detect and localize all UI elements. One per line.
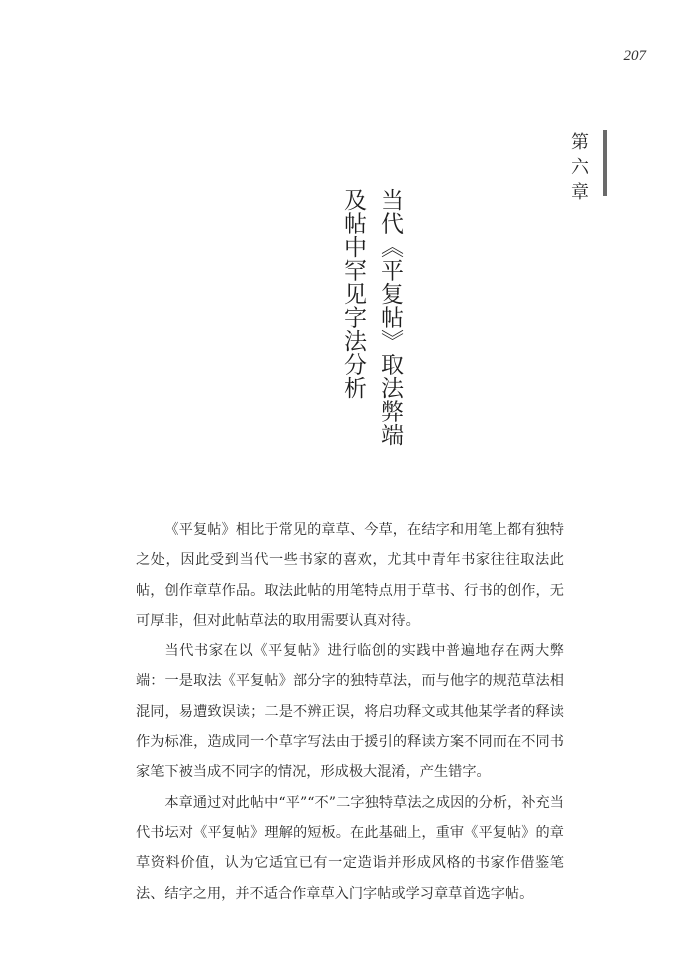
page-number: 207 xyxy=(623,48,646,64)
paragraph-1: 《平复帖》相比于常见的章草、今草，在结字和用笔上都有独特之处，因此受到当代一些书家的喜欢，尤其中青年书家往往取法此帖，创作章草作品。取法此帖的用笔特点用于草书、行书的创作，无可厚非，但对此帖草法的取用需要认真对待。 xyxy=(136,522,564,629)
chapter-title-line-2: 及帖中罕见字法分析 xyxy=(340,188,366,400)
chapter-title xyxy=(334,188,408,448)
body-text xyxy=(136,515,564,909)
paragraph-2: 当代书家在以《平复帖》进行临创的实践中普遍地存在两大弊端：一是取法《平复帖》部分字的独特草法，而与他字的规范草法相混同，易遭致误读；二是不辨正误，将启功释文或其他某学者的释读作为标准，造成同一个草字写法由于援引的释读方案不同而在不同书家笔下被当成不同字的情况，形成极大混淆，产生错字。 xyxy=(136,643,564,781)
paragraph-3: 本章通过对此帖中“平”“不”二字独特草法之成因的分析，补充当代书坛对《平复帖》理解的短板。在此基础上，重审《平复帖》的章草资料价值，认为它适宜已有一定造诣并形成风格的书家作借鉴笔法、结字之用，并不适合作章草入门字帖或学习章草首选字帖。 xyxy=(136,794,564,902)
chapter-divider-bar xyxy=(603,130,607,196)
chapter-label: 第六章 xyxy=(568,132,589,207)
chapter-title-line-1: 当代《平复帖》取法弊端 xyxy=(377,188,403,447)
